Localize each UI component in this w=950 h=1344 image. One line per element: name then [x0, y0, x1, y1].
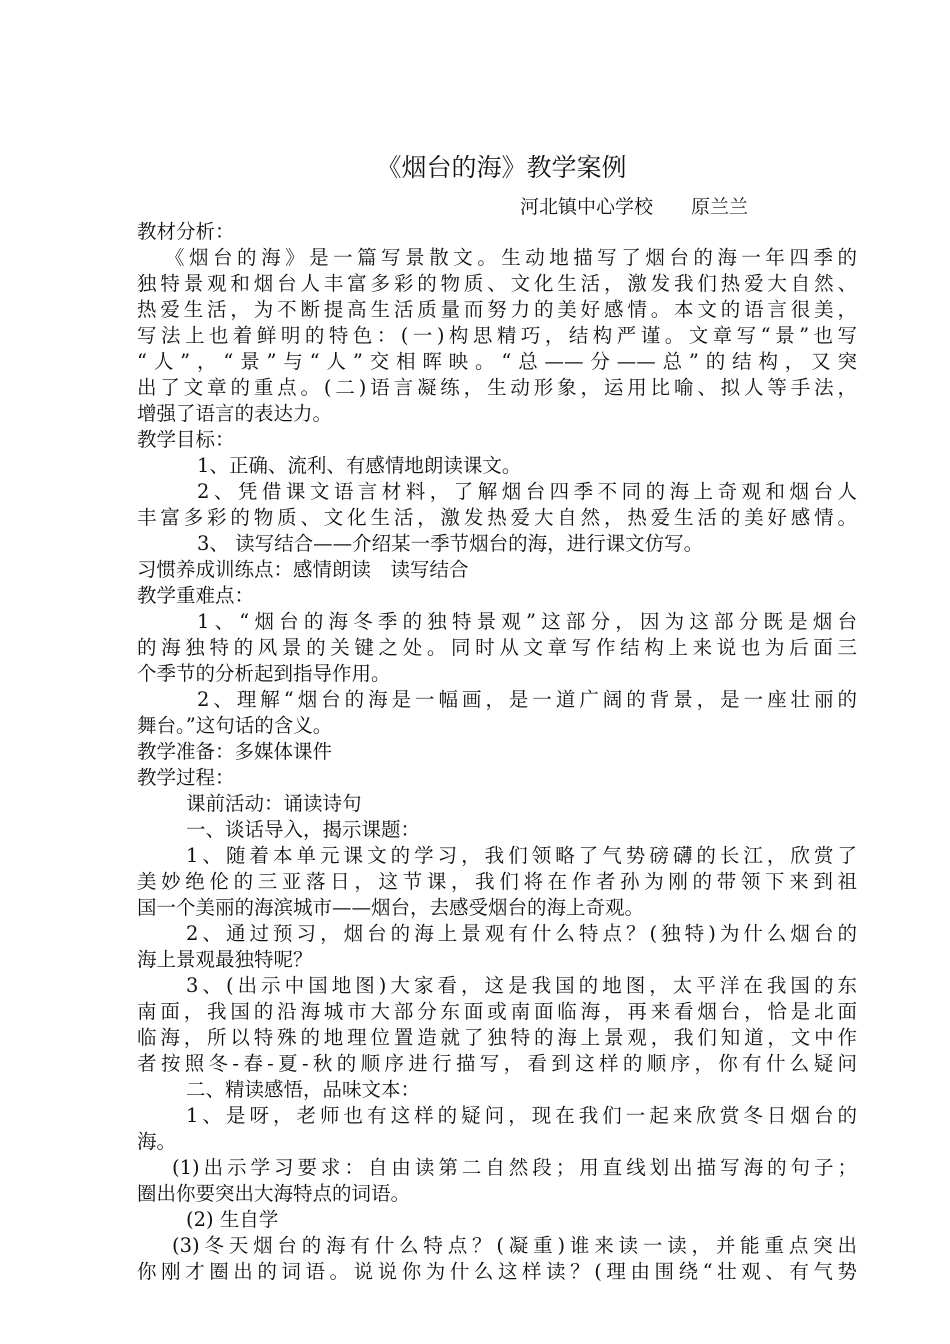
section-heading-intro: 一、谈话导入，揭示课题：	[186, 818, 421, 841]
paragraph-line: 舞台。”这句话的含义。	[137, 714, 333, 737]
paragraph-line: 独特景观和烟台人丰富多彩的物质、文化生活，激发我们热爱大自然、	[137, 272, 857, 295]
document-title: 《烟台的海》教学案例	[376, 153, 627, 182]
paragraph-line: 海上景观最独特呢？	[137, 948, 313, 971]
paragraph-line: 临海，所以特殊的地理位置造就了独特的海上景观，我们知道，文中作	[137, 1026, 857, 1049]
paragraph-line: 者按照冬-春-夏-秋的顺序进行描写，看到这样的顺序，你有什么疑问	[137, 1052, 857, 1075]
habit-training-line: 习惯养成训练点：感情朗读 读写结合	[137, 558, 469, 581]
paragraph-line: 美妙绝伦的三亚落日，这节课，我们将在作者孙为刚的带领下来到祖	[137, 870, 857, 893]
author-line: 河北镇中心学校 原兰兰	[520, 196, 749, 218]
paragraph-line: 出了文章的重点。(二)语言凝练，生动形象，运用比喻、拟人等手法，	[137, 376, 857, 399]
sub-item: (1)出示学习要求：自由读第二自然段；用直线划出描写海的句子；	[172, 1156, 857, 1179]
heading-key-difficulties: 教学重难点：	[137, 584, 255, 607]
process-item: 1、是呀，老师也有这样的疑问，现在我们一起来欣赏冬日烟台的	[186, 1104, 857, 1127]
paragraph-line: 写法上也着鲜明的特色：(一)构思精巧，结构严谨。文章写“景”也写	[137, 324, 857, 347]
teaching-preparation-line: 教学准备：多媒体课件	[137, 740, 333, 763]
objective-item: 3、 读写结合——介绍某一季节烟台的海，进行课文仿写。	[197, 532, 704, 555]
objective-item: 2、凭借课文语言材料，了解烟台四季不同的海上奇观和烟台人	[197, 480, 857, 503]
section-heading-close-reading: 二、精读感悟，品味文本：	[186, 1078, 421, 1101]
paragraph-line: 国一个美丽的海滨城市——烟台，去感受烟台的海上奇观。	[137, 896, 645, 919]
sub-item: (2) 生自学	[186, 1208, 279, 1231]
difficulty-item: 2、理解“烟台的海是一幅画，是一道广阔的背景，是一座壮丽的	[197, 688, 857, 711]
process-item: 2、通过预习，烟台的海上景观有什么特点？(独特)为什么烟台的	[186, 922, 857, 945]
heading-teaching-process: 教学过程：	[137, 766, 235, 789]
pre-class-activity: 课前活动：诵读诗句	[186, 792, 362, 815]
paragraph-line: 《烟台的海》是一篇写景散文。生动地描写了烟台的海一年四季的	[165, 246, 857, 269]
paragraph-line: 丰富多彩的物质、文化生活，激发热爱大自然，热爱生活的美好感情。	[137, 506, 857, 529]
paragraph-line: “人”，“景”与“人”交相晖映。“总——分——总”的结构，又突	[137, 350, 857, 373]
process-item: 1、随着本单元课文的学习，我们领略了气势磅礴的长江，欣赏了	[186, 844, 857, 867]
paragraph-line: 海。	[137, 1130, 177, 1153]
heading-material-analysis: 教材分析：	[137, 220, 235, 243]
paragraph-line: 圈出你要突出大海特点的词语。	[137, 1182, 411, 1205]
paragraph-line: 你刚才圈出的词语。说说你为什么这样读？(理由围绕“壮观、有气势	[137, 1260, 857, 1283]
paragraph-line: 个季节的分析起到指导作用。	[137, 662, 391, 685]
sub-item: (3)冬天烟台的海有什么特点？(凝重)谁来读一读，并能重点突出	[172, 1234, 857, 1257]
paragraph-line: 增强了语言的表达力。	[137, 402, 333, 425]
process-item: 3、(出示中国地图)大家看，这是我国的地图，太平洋在我国的东	[186, 974, 857, 997]
paragraph-line: 南面，我国的沿海城市大部分东面或南面临海，再来看烟台，恰是北面	[137, 1000, 857, 1023]
difficulty-item: 1、“烟台的海冬季的独特景观”这部分，因为这部分既是烟台	[197, 610, 857, 633]
heading-teaching-objectives: 教学目标：	[137, 428, 235, 451]
paragraph-line: 的海独特的风景的关键之处。同时从文章写作结构上来说也为后面三	[137, 636, 857, 659]
objective-item: 1、正确、流利、有感情地朗读课文。	[197, 454, 522, 477]
paragraph-line: 热爱生活，为不断提高生活质量而努力的美好感情。本文的语言很美，	[137, 298, 857, 321]
